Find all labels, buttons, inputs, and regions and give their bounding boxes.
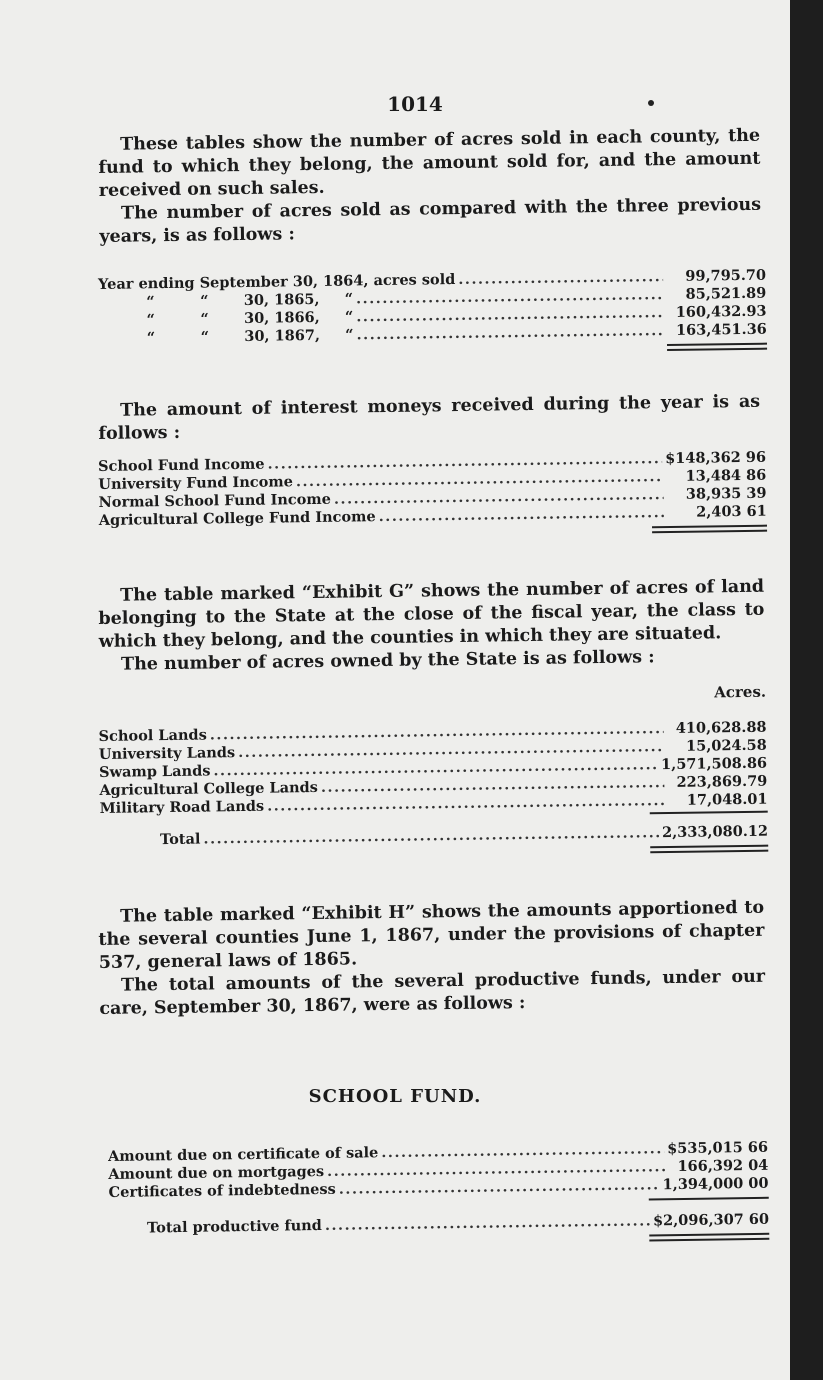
school-fund-table	[108, 1139, 769, 1249]
row-value: $148,362 96	[665, 448, 767, 468]
page-number: 1014	[387, 92, 443, 116]
row-label: Military Road Lands	[99, 797, 265, 817]
dot-leader	[356, 322, 664, 344]
page-edge-shadow	[790, 0, 823, 1380]
interest-table	[98, 449, 767, 541]
dot-leader	[203, 824, 659, 848]
double-rule	[652, 525, 767, 534]
double-rule	[650, 845, 768, 854]
row-value: 410,628.88	[675, 718, 767, 737]
row-value: 223,869.79	[676, 772, 768, 791]
dot-leader	[339, 1176, 660, 1198]
row-value: 17,048.01	[686, 790, 768, 809]
acres-owned-intro: The number of acres owned by the State is as follows :	[120, 647, 655, 675]
interest-intro-section	[98, 391, 761, 446]
row-value: 38,935 39	[685, 484, 767, 503]
row-value: 160,432.93	[675, 302, 767, 321]
row-value: 2,403 61	[696, 502, 767, 521]
total-label: Total	[159, 830, 201, 849]
row-label: Amount due on certificate of sale	[108, 1144, 379, 1165]
row-label: “ “ 30, 1867, “	[146, 326, 354, 347]
school-fund-heading: SCHOOL FUND.	[308, 1086, 482, 1107]
row-label: Year ending September 30, 1864, acres sold	[98, 271, 456, 293]
row-label: “ “ 30, 1865, “	[146, 290, 354, 311]
row-label: University Lands	[98, 744, 236, 763]
acres-sold-intro: The number of acres sold as compared with the three previous years, is as follows :	[99, 194, 762, 247]
row-value: 166,392 04	[677, 1156, 769, 1176]
acres-sold-table	[98, 267, 767, 359]
row-value: 13,484 86	[685, 466, 767, 485]
productive-funds-intro: The total amounts of the several productive funds, under our care, September 30, 1867, were as follows :	[99, 966, 766, 1019]
exhibit-g-section	[98, 576, 765, 677]
intro-section	[98, 125, 762, 249]
exhibit-g-paragraph: The table marked “Exhibit G” shows the number of acres of land belonging to the State at the close of the fiscal year, the class to which they belong, and the counties in which they are situated.	[98, 576, 765, 652]
row-value: 15,024.58	[685, 736, 767, 755]
row-label: University Fund Income	[98, 473, 294, 493]
total-value: 2,333,080.12	[661, 822, 769, 842]
ink-speck	[648, 100, 654, 106]
exhibit-h-paragraph: The table marked “Exhibit H” shows the amounts apportioned to the several counties June 1, 1867, under the provisions of chapter 537, general laws of 1865.	[98, 897, 765, 973]
row-label: Certificates of indebtedness	[108, 1180, 336, 1201]
row-label: School Fund Income	[98, 455, 265, 475]
total-label: Total productive fund	[147, 1217, 323, 1237]
row-label: Amount due on mortgages	[108, 1162, 325, 1183]
row-value: 163,451.36	[675, 320, 767, 339]
row-value: $535,015 66	[667, 1138, 769, 1158]
row-label: Agricultural College Fund Income	[98, 508, 376, 529]
row-label: Swamp Lands	[99, 762, 211, 781]
single-rule	[649, 1197, 769, 1201]
row-value: 85,521.89	[685, 284, 767, 303]
row-value: 1,571,508.86	[660, 754, 768, 774]
double-rule	[667, 343, 767, 351]
dot-leader	[379, 504, 664, 526]
double-rule	[649, 1233, 769, 1242]
row-value: 99,795.70	[685, 266, 767, 285]
row-label: Agricultural College Lands	[99, 778, 319, 799]
single-rule	[650, 811, 768, 815]
column-header: Acres.	[714, 682, 767, 702]
intro-paragraph: These tables show the number of acres sold in each county, the fund to which they belong, the amount sold for, and the amount received on such sales.	[98, 125, 761, 201]
acres-owned-table	[98, 683, 768, 861]
total-value: $2,096,307 60	[652, 1210, 770, 1230]
dot-leader	[325, 1212, 650, 1235]
exhibit-h-section	[98, 897, 766, 1021]
row-value: 1,394,000 00	[662, 1174, 769, 1194]
row-label: School Lands	[98, 726, 207, 745]
row-label: “ “ 30, 1866, “	[146, 308, 354, 329]
row-label: Normal School Fund Income	[98, 490, 332, 511]
interest-intro: The amount of interest moneys received during the year is as follows :	[98, 391, 761, 444]
